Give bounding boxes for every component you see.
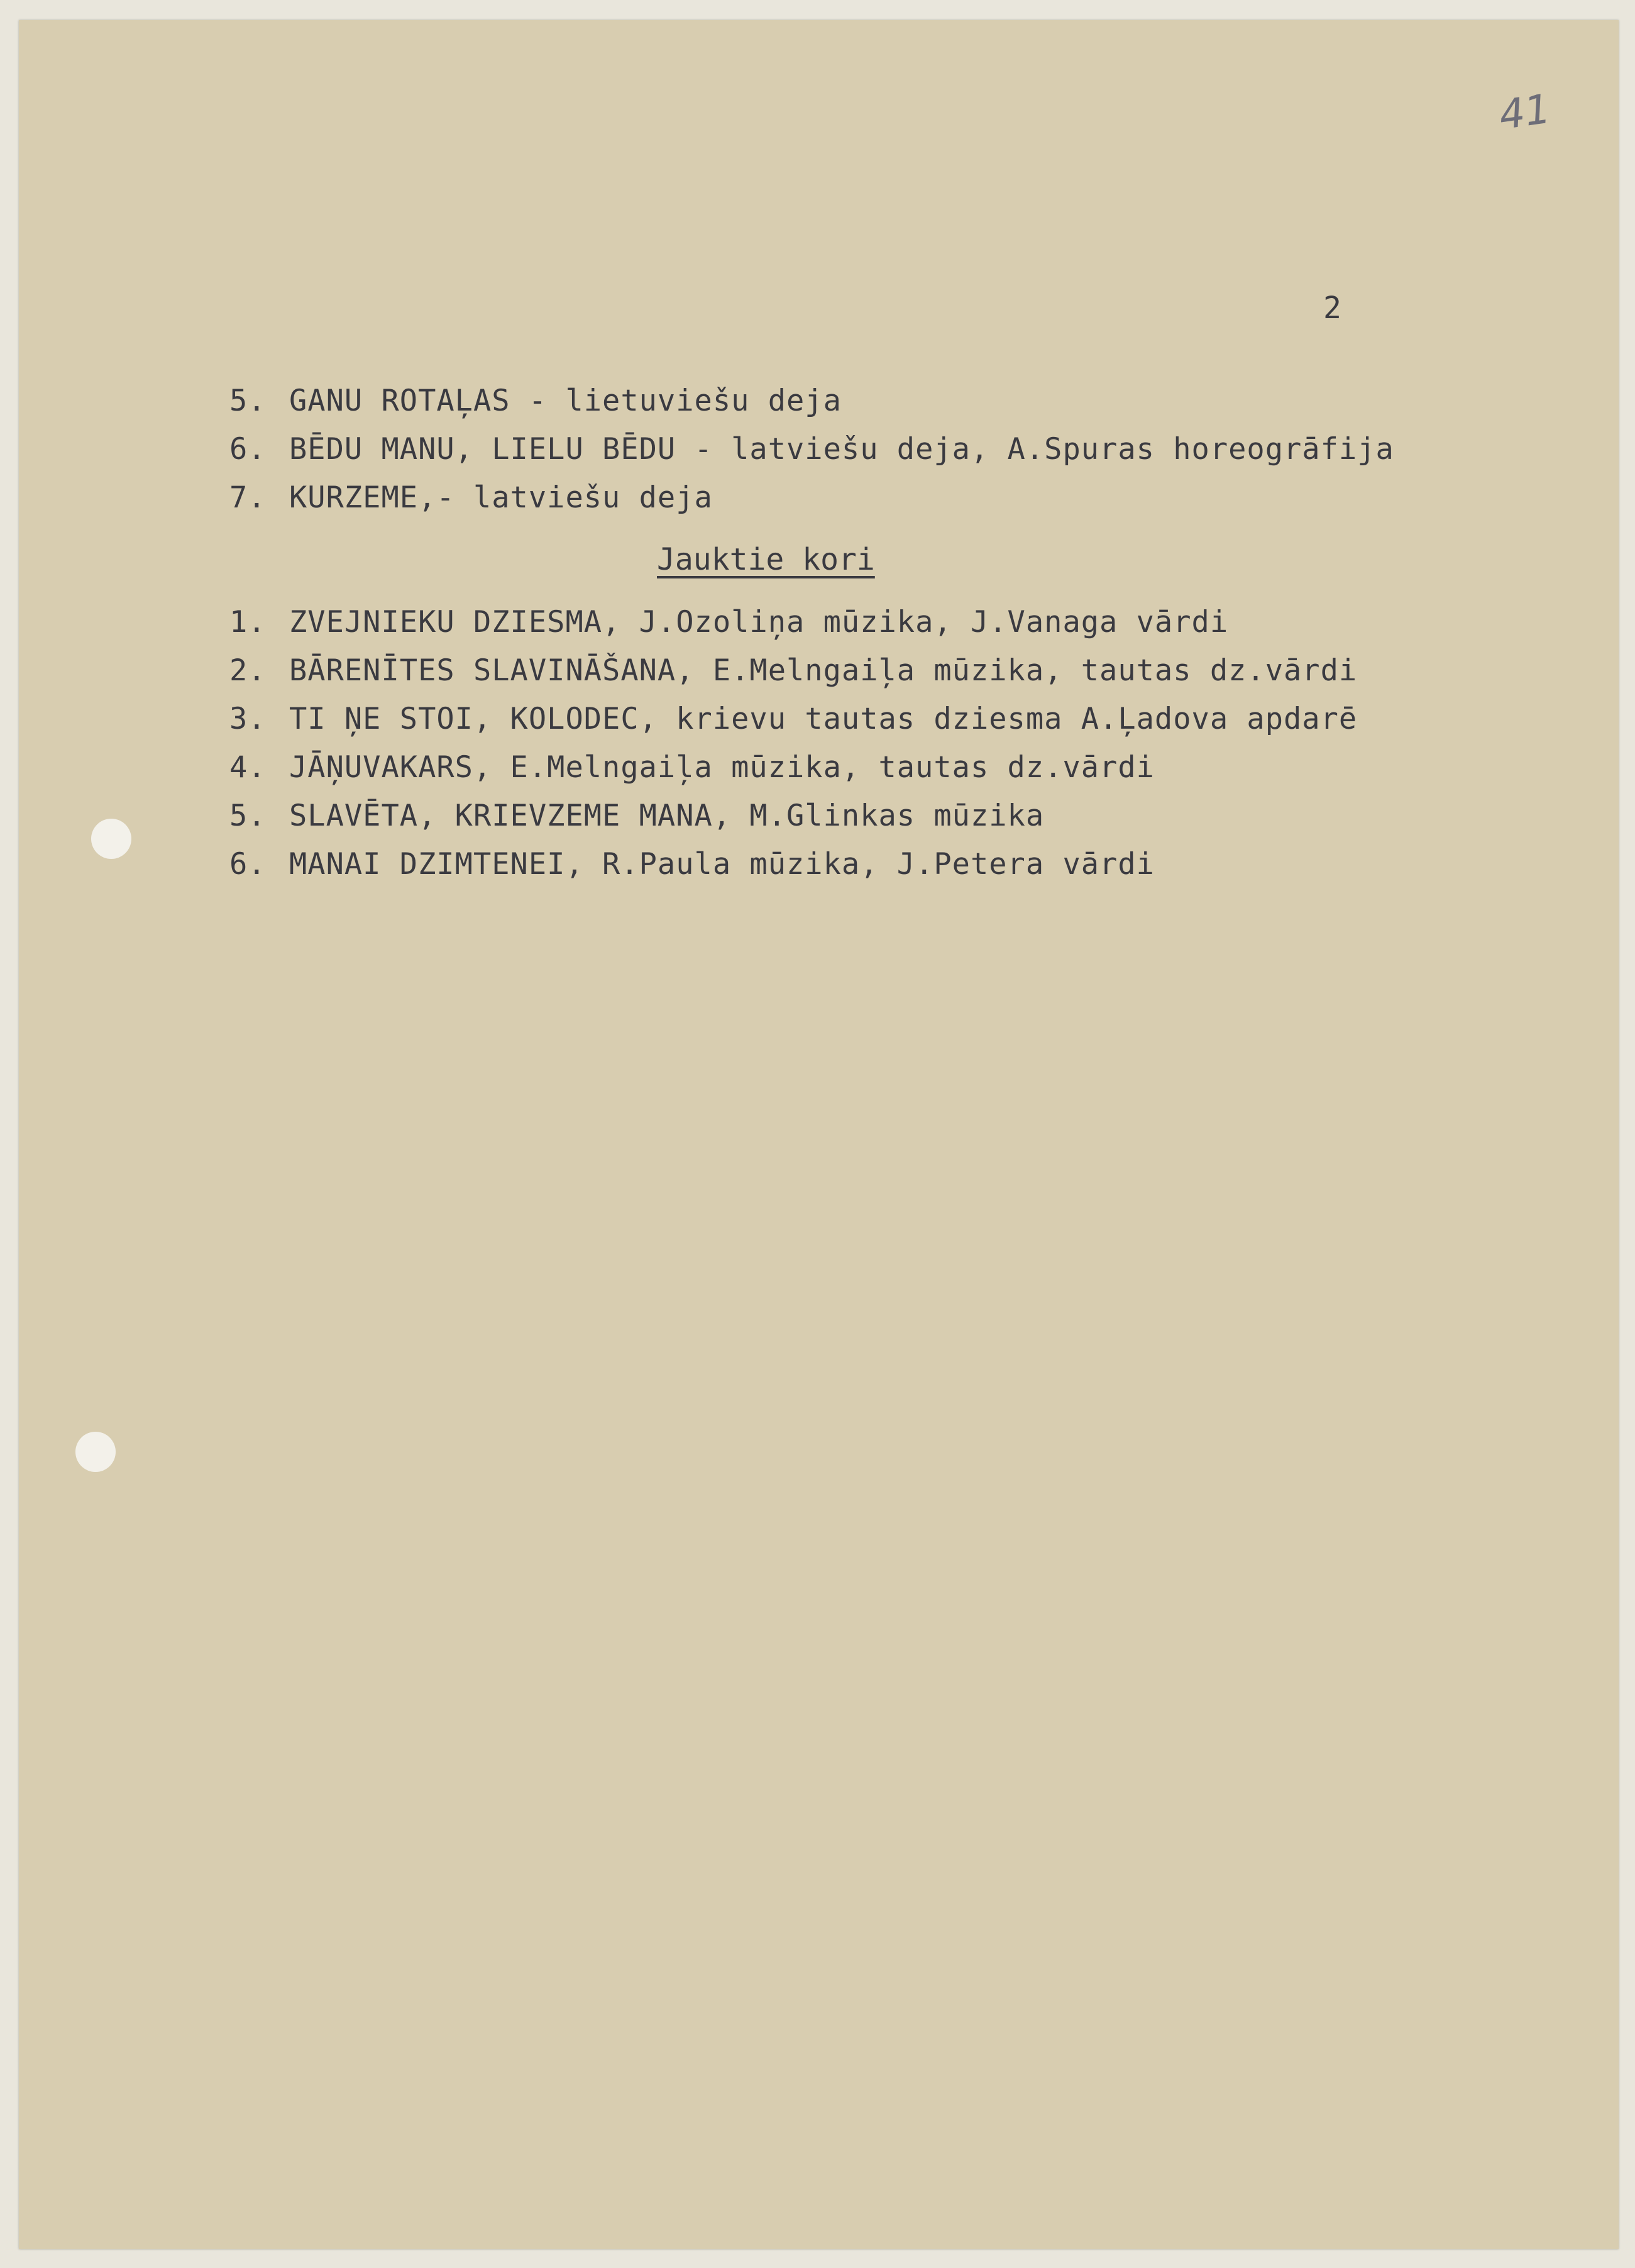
list-item (229, 384, 842, 418)
item-number: 5. (229, 384, 267, 418)
list-item (229, 799, 1044, 833)
item-number: 1. (229, 605, 267, 639)
item-number: 7. (229, 480, 267, 515)
list-item (229, 605, 1228, 639)
item-text: BĀRENĪTES SLAVINĀŠANA, E.Melngaiļa mūzika, tautas dz.vārdi (289, 653, 1358, 688)
item-number: 3. (229, 702, 267, 736)
list-item (229, 432, 1394, 467)
item-number: 5. (229, 799, 267, 833)
item-text: JĀŅUVAKARS, E.Melngaiļa mūzika, tautas dz.vārdi (289, 750, 1155, 785)
item-text: KURZEME,- latviešu deja (289, 480, 713, 515)
list-item (229, 480, 713, 515)
list-item (229, 847, 1155, 882)
page-number: 2 (1323, 290, 1341, 326)
item-text: BĒDU MANU, LIELU BĒDU - latviešu deja, A.Spuras horeogrāfija (289, 432, 1394, 467)
item-text: GANU ROTAĻAS - lietuviešu deja (289, 384, 842, 418)
punch-hole (91, 819, 131, 859)
item-text: MANAI DZIMTENEI, R.Paula mūzika, J.Petera vārdi (289, 847, 1155, 882)
item-number: 2. (229, 653, 267, 688)
punch-hole (75, 1432, 116, 1472)
section-heading: Jauktie kori (657, 542, 875, 577)
list-item (229, 653, 1357, 688)
item-text: SLAVĒTA, KRIEVZEME MANA, M.Glinkas mūzika (289, 799, 1045, 833)
item-text: TI ŅE STOI, KOLODEC, krievu tautas dziesma A.Ļadova apdarē (289, 702, 1358, 736)
document-page (19, 20, 1619, 2249)
list-item (229, 702, 1357, 736)
item-number: 6. (229, 847, 267, 882)
list-item (229, 750, 1155, 785)
item-text: ZVEJNIEKU DZIESMA, J.Ozoliņa mūzika, J.Vanaga vārdi (289, 605, 1229, 639)
archive-number: 41 (1496, 86, 1554, 140)
item-number: 6. (229, 432, 267, 467)
item-number: 4. (229, 750, 267, 785)
